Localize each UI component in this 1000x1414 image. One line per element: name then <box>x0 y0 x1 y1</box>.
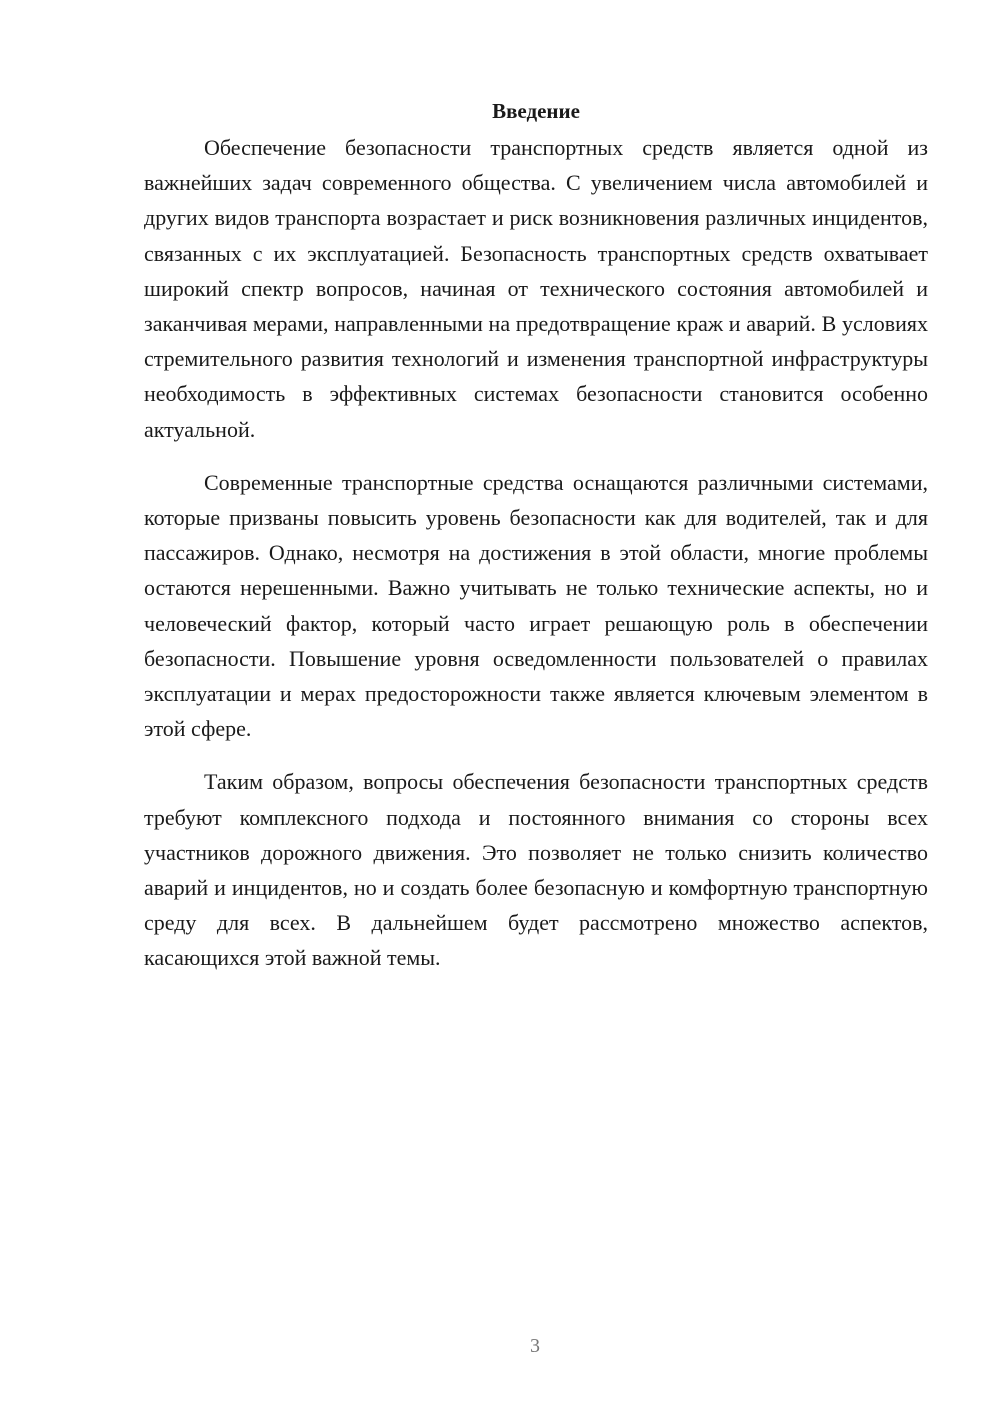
paragraph-2: Современные транспортные средства оснащаются различными системами, которые призваны повысить уровень безопасности как для водителей, так и для пассажиров. Однако, несмотря на достижения в этой области, многие проблемы остаются нерешенными. Важно учитывать не только технические аспекты, но и человеческий фактор, который часто играет решающую роль в обеспечении безопасности. Повышение уровня осведомленности пользователей о правилах эксплуатации и мерах предосторожности также является ключевым элементом в этой сфере. <box>144 469 928 742</box>
paragraph-3: Таким образом, вопросы обеспечения безопасности транспортных средств требуют комплексного подхода и постоянного внимания со стороны всех участников дорожного движения. Это позволяет не только снизить количество аварий и инцидентов, но и создать более безопасную и комфортную транспортную среду для всех. В дальнейшем будет рассмотрено множество аспектов, касающихся этой важной темы. <box>144 769 928 971</box>
page-content <box>144 96 928 994</box>
section-title: Введение <box>492 99 580 123</box>
paragraph-1: Обеспечение безопасности транспортных средств является одной из важнейших задач современного общества. С увеличением числа автомобилей и других видов транспорта возрастает и риск возникновения различных инцидентов, связанных с их эксплуатацией. Безопасность транспортных средств охватывает широкий спектр вопросов, начиная от технического состояния автомобилей и заканчивая мерами, направленными на предотвращение краж и аварий. В условиях стремительного развития технологий и изменения транспортной инфраструктуры необходимость в эффективных системах безопасности становится особенно актуальной. <box>144 135 928 442</box>
page-number: 3 <box>530 1335 540 1357</box>
